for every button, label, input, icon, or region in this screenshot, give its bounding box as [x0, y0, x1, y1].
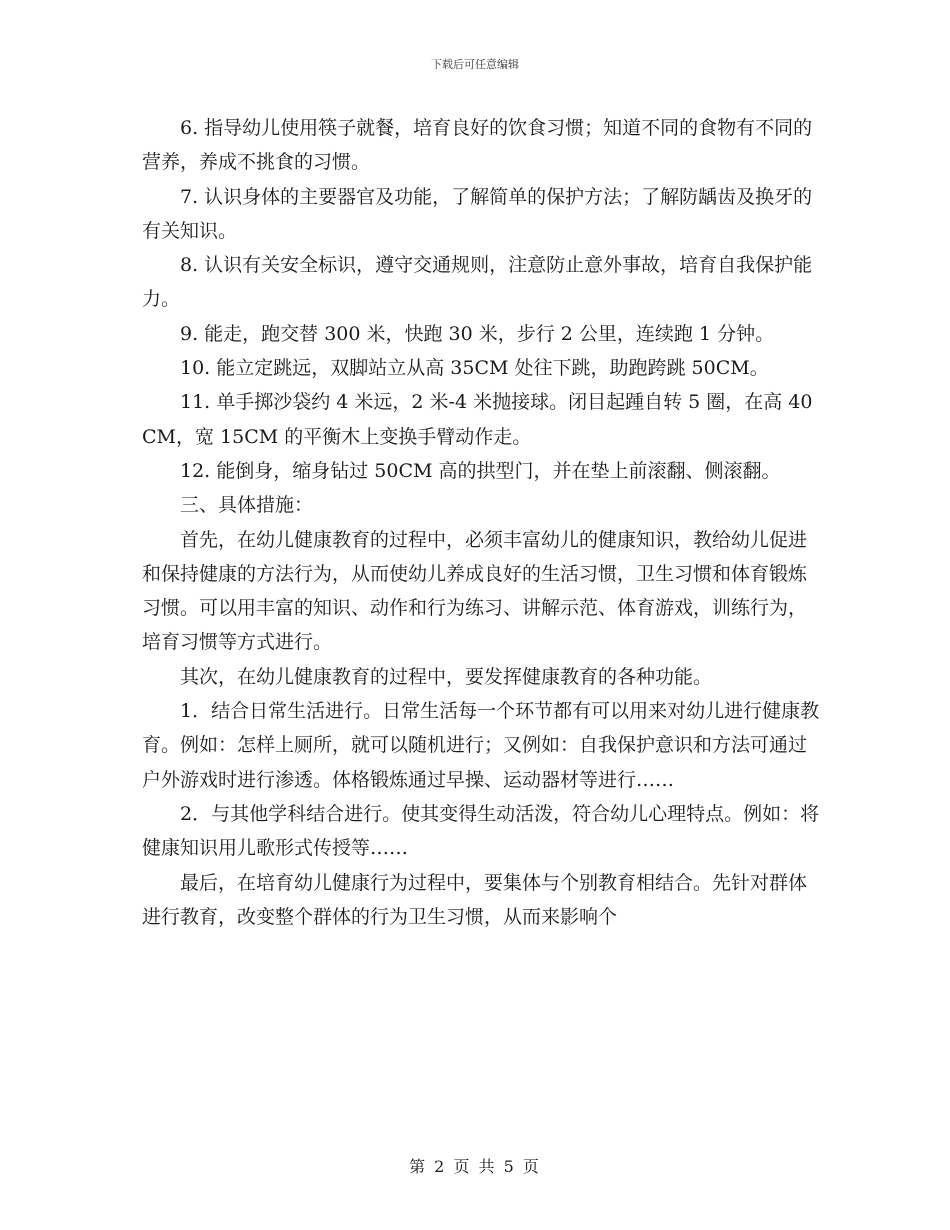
paragraph-item-9: 9. 能走，跑交替 300 米，快跑 30 米，步行 2 公里，连续跑 1 分钟。	[180, 322, 775, 345]
page-header: 下载后可任意编辑	[431, 58, 519, 71]
paragraph-item-7: 7. 认识身体的主要器官及功能，了解简单的保护方法；了解防龋齿及换牙的有关知识。	[142, 185, 813, 242]
paragraph-item-11: 11. 单手掷沙袋约 4 米远，2 米-4 米抛接球。闭目起踵自转 5 圈，在高 40CM，宽 15CM 的平衡木上变换手臂动作走。	[142, 391, 813, 448]
page-number: 第 2 页 共 5 页	[409, 1157, 541, 1176]
paragraph-first: 首先，在幼儿健康教育的过程中，必须丰富幼儿的健康知识，教给幼儿促进和保持健康的方法行为，从而使幼儿养成良好的生活习惯，卫生习惯和体育锻炼习惯。可以用丰富的知识、动作和行为练习、讲解示范、体育游戏，训练行为，培育习惯等方式进行。	[142, 528, 808, 654]
paragraph-item-6: 6. 指导幼儿使用筷子就餐，培育良好的饮食习惯；知道不同的食物有不同的营养，养成不挑食的习惯。	[142, 117, 813, 174]
document-body	[142, 111, 822, 934]
paragraph-item-12: 12. 能倒身，缩身钻过 50CM 高的拱型门，并在垫上前滚翻、侧滚翻。	[180, 459, 781, 482]
paragraph-second: 其次，在幼儿健康教育的过程中，要发挥健康教育的各种功能。	[180, 665, 713, 688]
paragraph-last: 最后，在培育幼儿健康行为过程中，要集体与个别教育相结合。先针对群体进行教育，改变整个群体的行为卫生习惯，从而来影响个	[142, 871, 808, 928]
paragraph-sub-1: 1．结合日常生活进行。日常生活每一个环节都有可以用来对幼儿进行健康教育。例如：怎样上厕所，就可以随机进行；又例如：自我保护意识和方法可通过户外游戏时进行渗透。体格锻炼通过早操、运动器材等进行……	[142, 700, 820, 791]
section-heading: 三、具体措施：	[180, 494, 314, 517]
paragraph-item-8: 8. 认识有关安全标识，遵守交通规则，注意防止意外事故，培育自我保护能力。	[142, 254, 813, 311]
paragraph-sub-2: 2．与其他学科结合进行。使其变得生动活泼，符合幼儿心理特点。例如：将健康知识用儿歌形式传授等……	[142, 802, 820, 860]
paragraph-item-10: 10. 能立定跳远，双脚站立从高 35CM 处往下跳，助跑跨跳 50CM。	[180, 357, 769, 380]
